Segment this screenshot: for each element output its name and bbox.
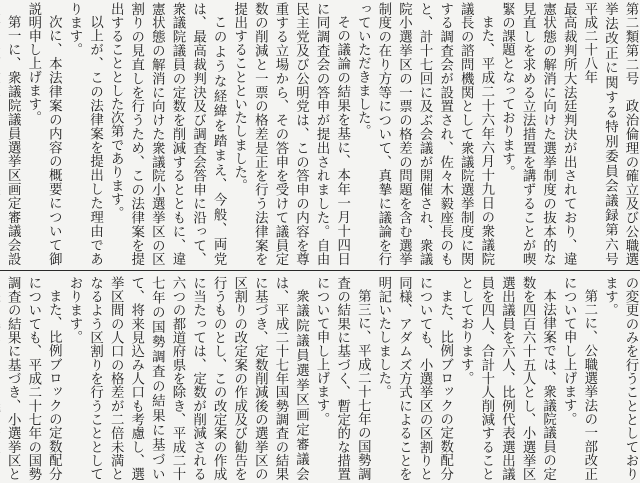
paragraph: 衆議院議員選挙区画定審議会は、平成二十七年国勢調査の結果に基づき、定数削減後の選挙区の区割りの改定案の作成及び勧告を行うものとし、この改定案の作成に当たっては、定数が削減される六つの都道府県を除き、平成二十七年の国勢調査の結果に基づいて、将来見込み人口も考慮し、選挙区間の人口の格差が二倍未満となるよう区割りを行うこととしております。 [66, 276, 309, 481]
paragraph: の変更のみを行うこととしております。 [602, 276, 638, 481]
page-header: 第二類第二号 政治倫理の確立及び公職選挙法改正に関する特別委員会議録第六号 平成二十八年 [581, 2, 638, 280]
paragraph: 第二に、公職選挙法の一部改正について申し上げます。 [561, 276, 597, 481]
lower-tier [0, 276, 640, 481]
paragraph: また、比例ブロックの定数配分についても、小選挙区の区割りと同様、アダムズ方式によることを明記いたしました。 [375, 276, 453, 481]
paragraph: その議論の結果を基に、本年一月十四日に同調査会の答申が提出されました。自由民主党及び公明党は、この答申の内容を尊重する立場から、その答申を受けて議員定数の削減と一票の格差是正を行う法律案を提出することといたしました。 [231, 2, 350, 266]
paragraph: 次に、本法律案の内容の概要について御説明申し上げます。 [25, 2, 62, 266]
paragraph: 本法律案では、衆議院議員の定数を四百六十五人とし、小選挙区選出議員を六人、比例代表選出議員を四人、合計十人削減することとしております。 [458, 276, 556, 481]
lower-text-column [0, 276, 640, 481]
tier-divider [0, 270, 640, 271]
upper-text-column [0, 2, 640, 280]
paragraph: 以上が、この法律案を提出した理由であります。 [66, 2, 103, 266]
paragraph: 第三に、平成二十七年の国勢調査の結果に基づく、暫定的な措置について申し上げます。 [314, 276, 371, 481]
paragraph: このような経緯を踏まえ、今般、両党は、最高裁判決及び調査会答申に沿って、衆議院議員の定数を削減するとともに、違憲状態の解消に向けた衆議院小選挙区の区割りの見直しを行うため、この法律案を提出することとした次第であります。 [108, 2, 227, 266]
upper-tier [0, 2, 640, 280]
paragraph: また、比例ブロックの定数配分についても、平成二十七年の国勢調査の結果に基づき、小選挙区と [5, 276, 62, 481]
paragraph: また、平成二十六年六月十九日の衆議院議長の諮問機関として衆議院選挙制度に関する調査会が設置され、佐々木毅座長のもと、計十七回に及ぶ会議が開催され、衆議院小選挙区の一票の格差の問題を含む選挙制度の在り方等について、真摯に議論を行っていただきました。 [355, 2, 494, 266]
paragraph: 最高裁判所大法廷判決が出されており、違憲状態の解消に向けた選挙制度の抜本的な見直しを求める立法措置を講ずることが喫緊の課題となっております。 [499, 2, 577, 266]
paragraph: 第一に、衆議院議員選挙区画定審議会設 [5, 15, 21, 266]
